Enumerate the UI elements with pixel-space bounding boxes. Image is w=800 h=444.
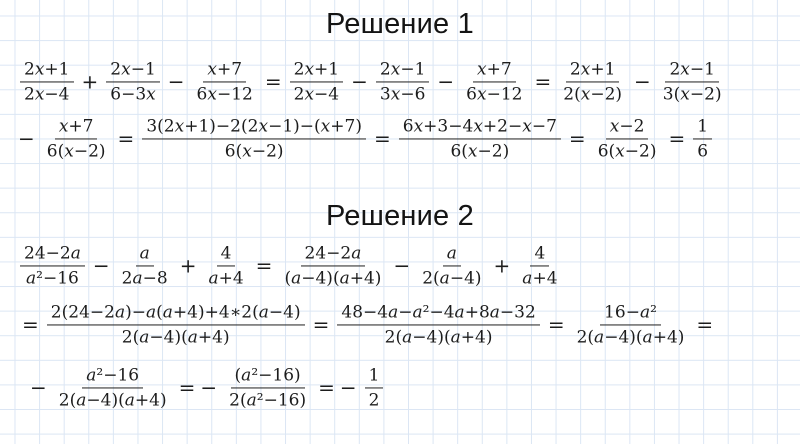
operator: =: [117, 126, 135, 150]
numerator: 4: [217, 243, 236, 266]
numerator: 24−2a: [20, 243, 85, 266]
denominator: 2x−4: [24, 84, 70, 105]
operator: −: [200, 375, 218, 399]
operator: =: [22, 312, 39, 336]
fraction: [118, 243, 172, 288]
operator: −: [393, 253, 411, 277]
solution2-equation-line-2: [14, 302, 721, 347]
denominator: 6x−12: [196, 84, 253, 105]
denominator: 6x−12: [466, 84, 523, 105]
operator: −: [339, 375, 357, 399]
numerator: 2x−1: [106, 59, 160, 82]
numerator: a: [443, 243, 461, 266]
fraction: [693, 116, 712, 161]
fraction: [47, 302, 305, 347]
numerator: 24−2a: [301, 243, 366, 266]
operator: =: [534, 69, 552, 93]
denominator: 6(x−2): [224, 141, 284, 162]
fraction: [20, 59, 74, 104]
operator: =: [178, 375, 196, 399]
denominator: 6(x−2): [450, 141, 510, 162]
denominator: 2: [368, 390, 380, 411]
operator: =: [255, 253, 273, 277]
numerator: (a²−16): [231, 365, 305, 388]
fraction: [518, 243, 561, 288]
operator: =: [696, 312, 714, 336]
denominator: 2(a−4)(a+4): [58, 390, 167, 411]
fraction: [280, 243, 385, 288]
operator: =: [312, 312, 330, 336]
fraction: [142, 116, 366, 161]
operator: =: [547, 312, 565, 336]
denominator: 2(a−4): [422, 268, 482, 289]
fraction: [55, 365, 171, 410]
denominator: 6−3x: [110, 84, 156, 105]
solution2-title: Решение 2: [326, 200, 474, 232]
fraction: [20, 243, 85, 288]
fraction: [290, 59, 344, 104]
numerator: 4: [530, 243, 549, 266]
denominator: 2(a−4)(a+4): [121, 327, 230, 348]
operator: −: [351, 69, 368, 93]
operator: +: [81, 69, 99, 93]
operator: =: [264, 69, 282, 93]
denominator: 2(a−4)(a+4): [384, 327, 493, 348]
operator: −: [18, 126, 35, 150]
fraction: [43, 116, 110, 161]
operator: −: [634, 69, 651, 93]
denominator: 6(x−2): [597, 141, 657, 162]
fraction: [193, 59, 257, 104]
numerator: 2x+1: [290, 59, 344, 82]
operator: −: [167, 69, 185, 93]
fraction: [225, 365, 310, 410]
numerator: 1: [365, 365, 384, 388]
numerator: 2x−1: [376, 59, 430, 82]
operator: +: [179, 253, 197, 277]
numerator: x−2: [606, 116, 649, 139]
operator: =: [373, 126, 391, 150]
solution1-equation-line-2: [10, 116, 712, 161]
numerator: x+7: [55, 116, 98, 139]
fraction: [462, 59, 526, 104]
numerator: a²−16: [82, 365, 143, 388]
operator: =: [568, 126, 586, 150]
numerator: 2(24−2a)−a(a+4)+4∗2(a−4): [47, 302, 305, 325]
numerator: 2x−1: [665, 59, 719, 82]
denominator: 6(x−2): [46, 141, 106, 162]
fraction: [106, 59, 160, 104]
fraction: [594, 116, 661, 161]
solution2-equation-line-3: [22, 365, 383, 410]
operator: −: [92, 253, 110, 277]
operator: +: [493, 253, 511, 277]
denominator: a²−16: [26, 268, 79, 289]
numerator: 6x+3−4x+2−x−7: [399, 116, 561, 139]
operator: =: [318, 375, 335, 399]
denominator: 6: [697, 141, 709, 162]
denominator: 2a−8: [121, 268, 168, 289]
denominator: 2(a−4)(a+4): [576, 327, 685, 348]
numerator: 2x+1: [20, 59, 74, 82]
operator: −: [30, 375, 47, 399]
numerator: 1: [693, 116, 712, 139]
fraction: [376, 59, 430, 104]
fraction: [659, 59, 726, 104]
denominator: 2x−4: [293, 84, 340, 105]
fraction: [365, 365, 384, 410]
numerator: 3(2x+1)−2(2x−1)−(x+7): [142, 116, 366, 139]
numerator: 48−4a−a²−4a+8a−32: [337, 302, 539, 325]
numerator: a: [136, 243, 154, 266]
fraction: [573, 302, 689, 347]
numerator: 2x+1: [566, 59, 620, 82]
solution2-equation-line-1: [20, 243, 562, 288]
numerator: x+7: [473, 59, 516, 82]
operator: =: [668, 126, 686, 150]
numerator: 16−a²: [600, 302, 661, 325]
denominator: 2(x−2): [563, 84, 623, 105]
solution1-equation-line-1: [20, 59, 726, 104]
fraction: [337, 302, 539, 347]
denominator: 3x−6: [379, 84, 426, 105]
fraction: [559, 59, 626, 104]
denominator: a+4: [208, 268, 244, 289]
denominator: 3(x−2): [662, 84, 722, 105]
solution1-title: Решение 1: [326, 8, 474, 40]
numerator: x+7: [203, 59, 246, 82]
denominator: a+4: [522, 268, 558, 289]
fraction: [204, 243, 247, 288]
denominator: 2(a²−16): [229, 390, 307, 411]
denominator: (a−4)(a+4): [284, 268, 382, 289]
fraction: [418, 243, 485, 288]
fraction: [399, 116, 561, 161]
operator: −: [437, 69, 455, 93]
